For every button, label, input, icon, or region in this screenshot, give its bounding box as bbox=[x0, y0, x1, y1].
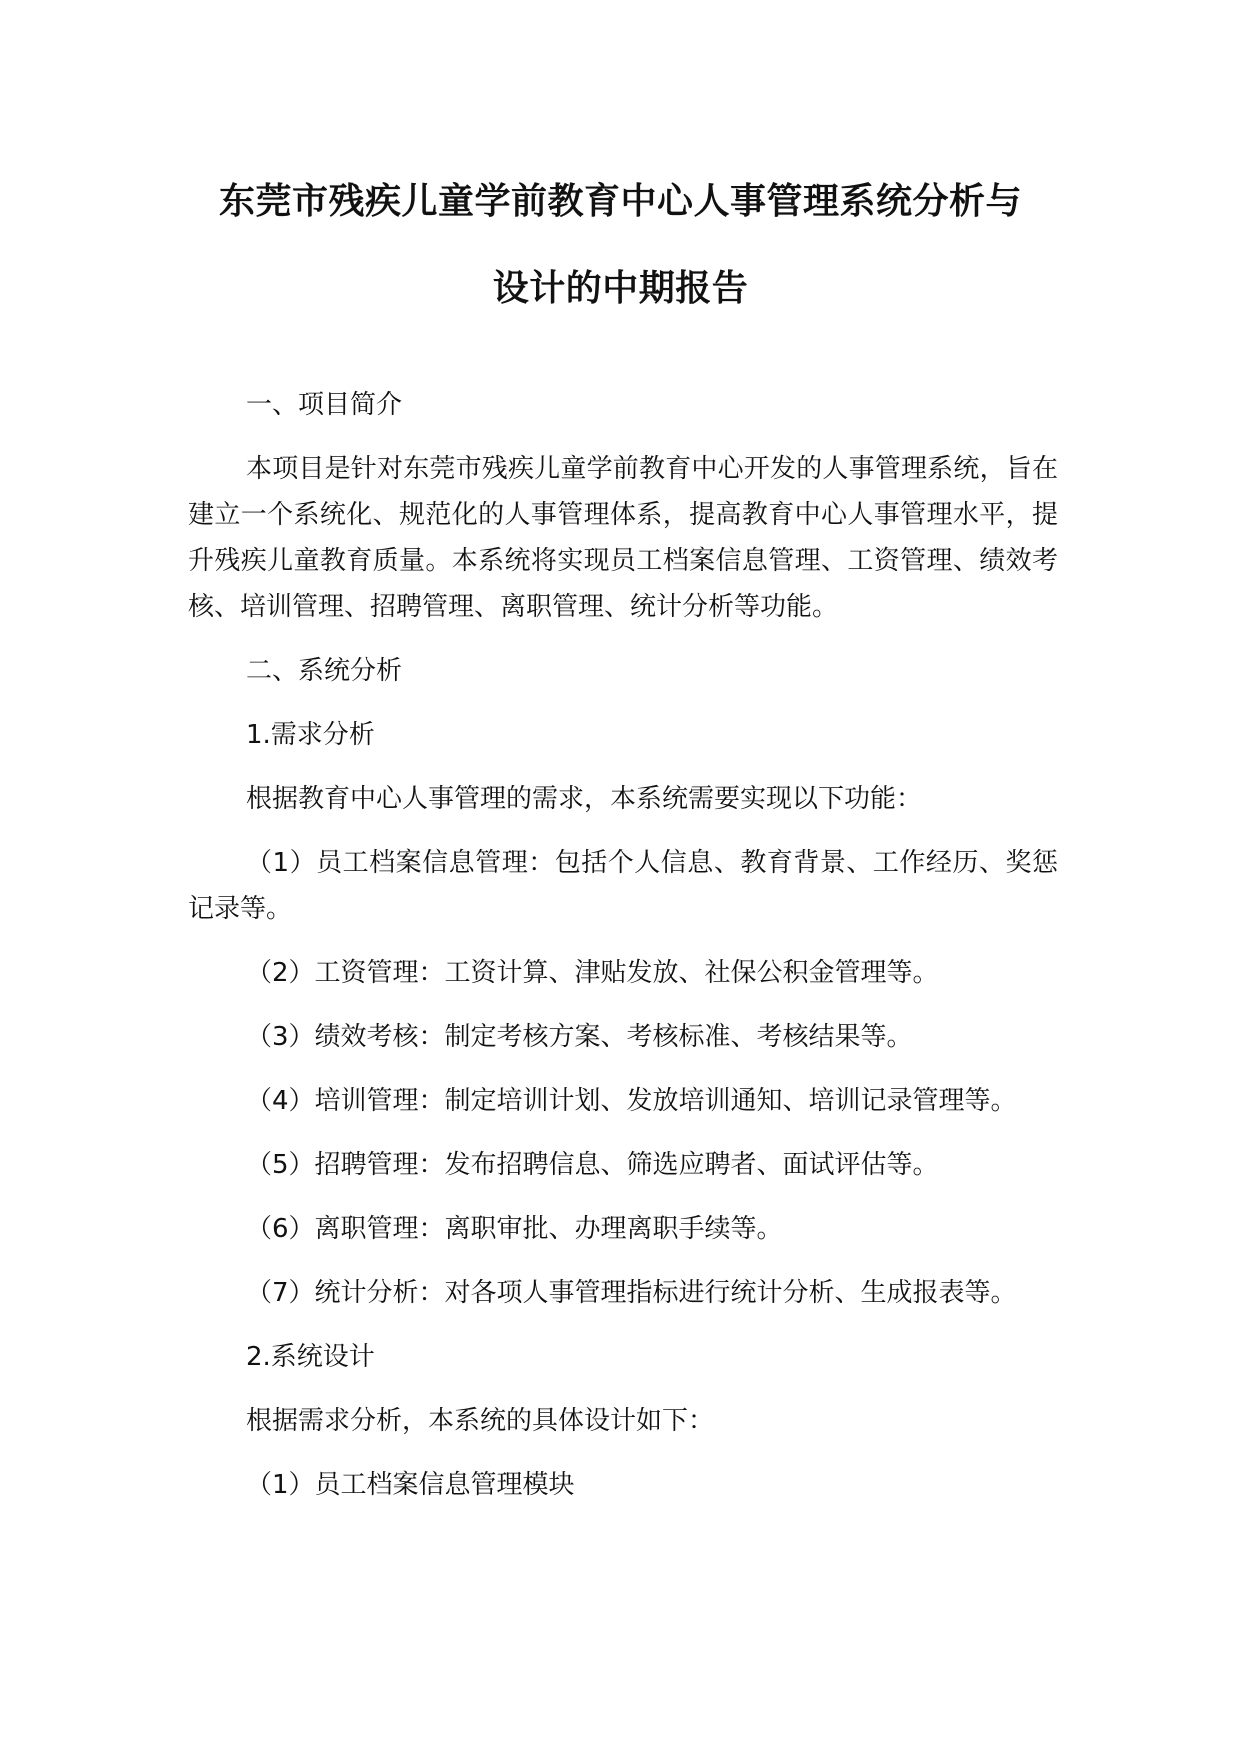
design-item-1: （1）员工档案信息管理模块 bbox=[246, 1470, 575, 1500]
subheading-requirements-analysis: 1.需求分析 bbox=[246, 720, 375, 750]
list-item-6: （6）离职管理：离职审批、办理离职手续等。 bbox=[246, 1214, 783, 1244]
section-heading-project-intro: 一、项目简介 bbox=[246, 390, 403, 420]
list-item-3: （3）绩效考核：制定考核方案、考核标准、考核结果等。 bbox=[246, 1022, 913, 1052]
subheading-system-design: 2.系统设计 bbox=[246, 1342, 375, 1372]
list-item-7: （7）统计分析：对各项人事管理指标进行统计分析、生成报表等。 bbox=[246, 1278, 1017, 1308]
list-item-2: （2）工资管理：工资计算、津贴发放、社保公积金管理等。 bbox=[246, 958, 939, 988]
document-title-line-1: 东莞市残疾儿童学前教育中心人事管理系统分析与 bbox=[218, 181, 1022, 222]
paragraph-design-intro: 根据需求分析，本系统的具体设计如下： bbox=[246, 1406, 715, 1436]
paragraph-requirements-intro: 根据教育中心人事管理的需求，本系统需要实现以下功能： bbox=[246, 784, 923, 814]
document-title-line-2: 设计的中期报告 bbox=[492, 268, 749, 309]
document-body bbox=[188, 382, 1058, 1508]
list-item-5: （5）招聘管理：发布招聘信息、筛选应聘者、面试评估等。 bbox=[246, 1150, 939, 1180]
paragraph-project-intro: 本项目是针对东莞市残疾儿童学前教育中心开发的人事管理系统，旨在建立一个系统化、规范化的人事管理体系，提高教育中心人事管理水平，提升残疾儿童教育质量。本系统将实现员工档案信息管理、工资管理、绩效考核、培训管理、招聘管理、离职管理、统计分析等功能。 bbox=[188, 454, 1058, 622]
section-heading-system-analysis: 二、系统分析 bbox=[246, 656, 403, 686]
list-item-1: （1）员工档案信息管理：包括个人信息、教育背景、工作经历、奖惩记录等。 bbox=[188, 848, 1058, 924]
list-item-4: （4）培训管理：制定培训计划、发放培训通知、培训记录管理等。 bbox=[246, 1086, 1017, 1116]
